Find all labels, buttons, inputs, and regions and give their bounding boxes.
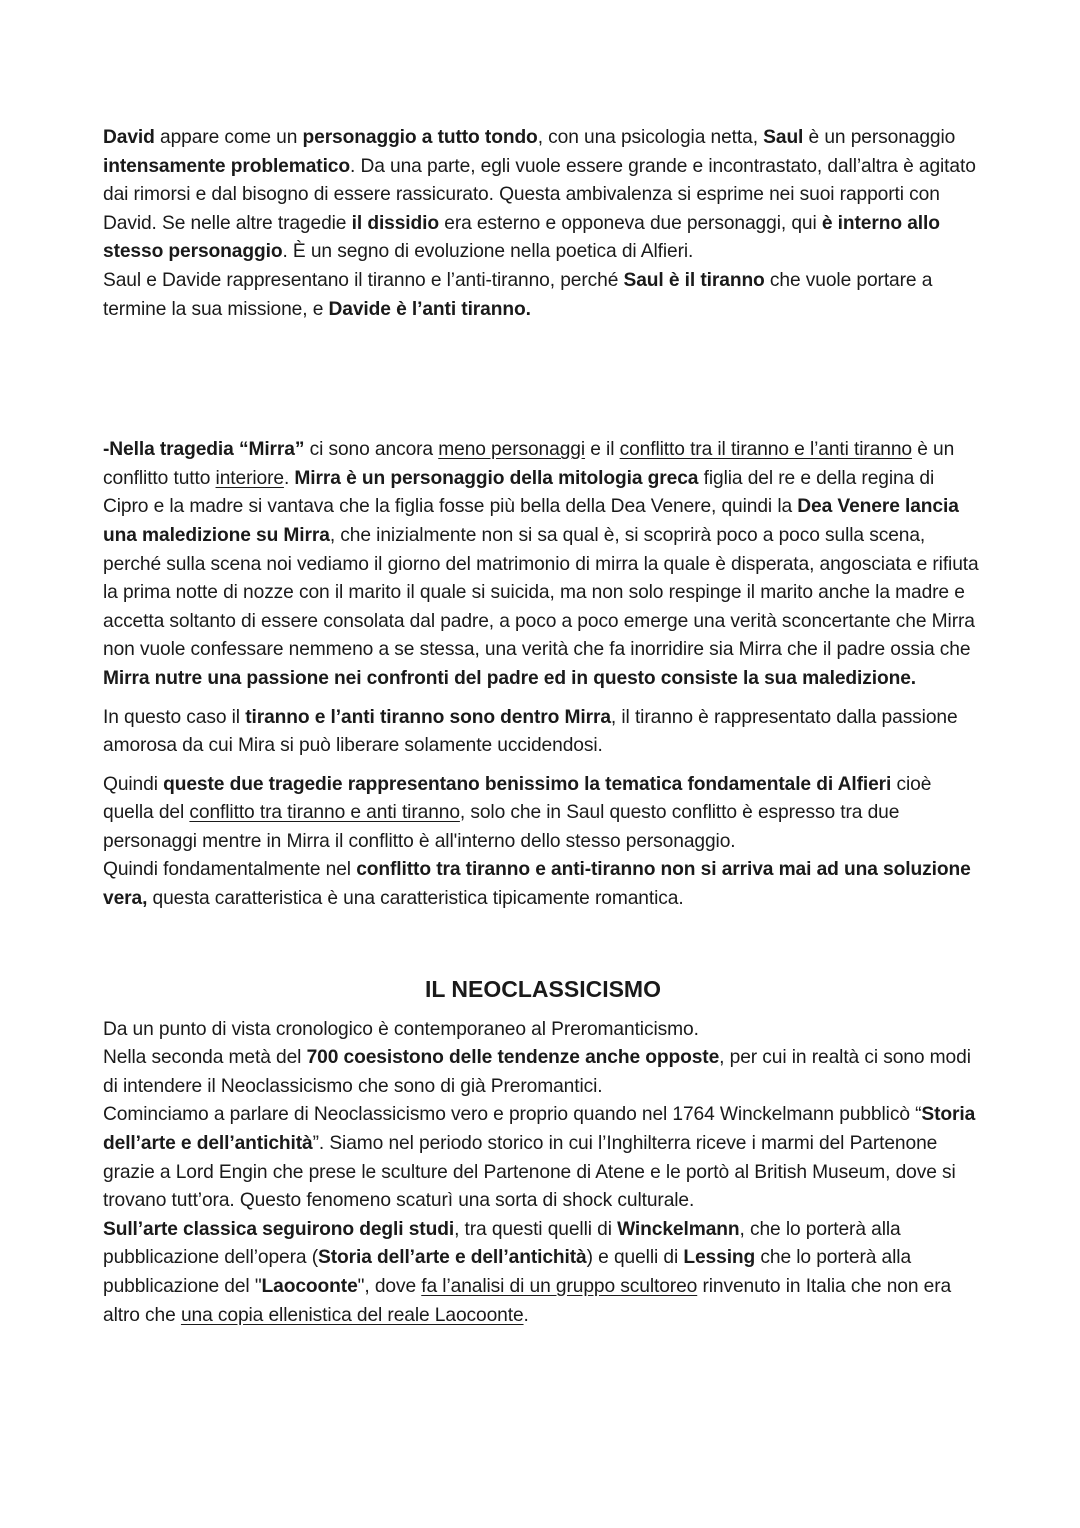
paragraph-tendenze bbox=[103, 1044, 983, 1101]
paragraph-cronologia: Da un punto di vista cronologico è contemporaneo al Preromanticismo. bbox=[103, 1018, 699, 1040]
text-bold: David bbox=[103, 127, 155, 148]
text-underlined: conflitto tra il tiranno e l’anti tiranno bbox=[619, 439, 913, 461]
text: era esterno e opponeva due personaggi, qui bbox=[439, 212, 822, 234]
text-bold: Storia dell’arte e dell’antichità bbox=[318, 1247, 587, 1269]
text: figlia del re e della regina di Cipro e la madre si vantava che la figlia fosse più bella della Dea Venere, quindi la bbox=[103, 467, 935, 518]
text-bold: Dea Venere lancia una maledizione su Mirra bbox=[103, 496, 959, 546]
text: , con una psicologia netta, bbox=[537, 127, 764, 148]
text-underlined: meno personaggi bbox=[438, 439, 586, 461]
text: Cominciamo a parlare di Neoclassicismo vero e proprio quando nel 1764 Winckelmann pubblicò “ bbox=[103, 1104, 922, 1126]
text-bold: Saul è il tiranno bbox=[623, 269, 765, 291]
text: Quindi bbox=[103, 773, 164, 795]
paragraph-mirra bbox=[103, 436, 983, 693]
text: ", dove bbox=[357, 1276, 422, 1297]
text: che vuole portare a termine la sua missione, e bbox=[103, 269, 933, 320]
text: è un conflitto tutto bbox=[103, 439, 955, 489]
document-page bbox=[103, 124, 983, 1330]
text-underlined: una copia ellenistica del reale Laocoonte bbox=[180, 1304, 524, 1326]
text-bold: Laocoonte bbox=[261, 1276, 358, 1297]
text-bold: Mirra nutre una passione nei confronti del padre ed in questo consiste la sua maledizione. bbox=[103, 667, 917, 689]
text: Saul e Davide rappresentano il tiranno e l’anti-tiranno, perché bbox=[103, 269, 624, 291]
text-bold: queste due tragedie rappresentano benissimo la tematica fondamentale di Alfieri bbox=[163, 773, 892, 795]
text-bold: Sull’arte classica seguirono degli studi bbox=[103, 1218, 455, 1240]
text-bold: Davide è l’anti tiranno. bbox=[328, 298, 531, 320]
text: . bbox=[283, 467, 295, 489]
text: , che lo porterà alla pubblicazione dell’opera ( bbox=[103, 1218, 901, 1269]
text-underlined: conflitto tra tiranno e anti tiranno bbox=[189, 802, 460, 824]
text: Quindi fondamentalmente nel bbox=[103, 859, 357, 881]
paragraph-david-saul bbox=[103, 124, 983, 267]
text-bold: Lessing bbox=[683, 1247, 756, 1269]
text: rinvenuto in Italia che non era altro che bbox=[103, 1276, 952, 1326]
spacer bbox=[103, 694, 983, 704]
text: questa caratteristica è una caratteristica tipicamente romantica. bbox=[147, 888, 684, 910]
text-bold: -Nella tragedia “Mirra” bbox=[103, 439, 305, 461]
spacer bbox=[103, 761, 983, 771]
paragraph-tematica bbox=[103, 771, 983, 857]
text: e il bbox=[585, 439, 620, 461]
text-bold: intensamente problematico bbox=[103, 155, 350, 177]
text-bold: Mirra è un personaggio della mitologia greca bbox=[294, 467, 699, 489]
text-bold: il dissidio bbox=[351, 212, 440, 234]
text: , per cui in realtà ci sono modi di intendere il Neoclassicismo che sono di già Preromantici. bbox=[103, 1047, 971, 1097]
text: In questo caso il bbox=[103, 706, 246, 728]
text: Nella seconda metà del bbox=[103, 1047, 307, 1069]
text: , solo che in Saul questo conflitto è espresso tra due personaggi mentre in Mirra il conflitto è all'interno dello stesso personaggio. bbox=[103, 802, 900, 852]
text: . bbox=[523, 1304, 529, 1326]
text-bold: conflitto tra tiranno e anti-tiranno non si arriva mai ad una soluzione vera, bbox=[103, 859, 971, 910]
text: ci sono ancora bbox=[304, 439, 439, 461]
text-bold: 700 coesistono delle tendenze anche opposte bbox=[306, 1047, 720, 1069]
text: , il tiranno è rappresentato dalla passione amorosa da cui Mira si può liberare solamente uccidendosi. bbox=[103, 706, 958, 757]
text-bold: tiranno e l’anti tiranno sono dentro Mirra bbox=[245, 706, 611, 728]
text: , tra questi quelli di bbox=[454, 1218, 618, 1240]
paragraph-winckelmann bbox=[103, 1101, 983, 1215]
paragraph-tiranno bbox=[103, 267, 983, 324]
text: appare come un bbox=[154, 127, 303, 148]
text-bold: Saul bbox=[763, 127, 804, 148]
text: è un personaggio bbox=[803, 127, 956, 148]
text-underlined: fa l’analisi di un gruppo scultoreo bbox=[421, 1276, 698, 1297]
paragraph-mirra-tiranno bbox=[103, 704, 983, 761]
text-bold: Storia dell’arte e dell’antichità bbox=[103, 1104, 976, 1155]
text-bold: Winckelmann bbox=[617, 1218, 740, 1240]
text-bold: personaggio a tutto tondo bbox=[302, 127, 538, 148]
text: , che inizialmente non si sa qual è, si scoprirà poco a poco sulla scena, perché sulla scena noi vediamo il giorno del matrimonio di mirra la quale è disperata, angosciata e rifiuta la prima notte di nozze con il marito il quale si suicida, ma non solo respinge il marito anche la madre e accetta soltanto di essere consolata dal padre, a poco a poco emerge una verità sconcertante che Mirra non vuole confessare nemmeno a se stessa, una verità che fa inorridire sia Mirra che il padre ossia che bbox=[103, 524, 979, 661]
paragraph-romantica bbox=[103, 856, 983, 913]
spacer bbox=[103, 324, 983, 436]
text: ”. Siamo nel periodo storico in cui l’Inghilterra riceve i marmi del Partenone grazie a Lord Engin che prese le sculture del Partenone di Atene e le portò al British Museum, dove si trovano tutt’ora. Questo fenomeno scaturì una sorta di shock culturale. bbox=[103, 1133, 956, 1212]
text: cioè quella del bbox=[103, 773, 932, 824]
spacer bbox=[103, 914, 983, 972]
text: . È un segno di evoluzione nella poetica di Alfieri. bbox=[282, 241, 694, 263]
section-heading: IL NEOCLASSICISMO bbox=[425, 975, 661, 1002]
text: che lo porterà alla pubblicazione del " bbox=[103, 1247, 912, 1297]
text-bold: è interno allo stesso personaggio bbox=[103, 212, 940, 263]
text: . Da una parte, egli vuole essere grande e incontrastato, dall’altra è agitato dai rimorsi e dal bisogno di essere rassicurato. Questa ambivalenza si esprime nei suoi rapporti con David. Se nelle altre tragedie bbox=[103, 155, 976, 234]
text-underlined: interiore bbox=[215, 467, 284, 489]
paragraph-studi bbox=[103, 1216, 983, 1330]
text: ) e quelli di bbox=[586, 1247, 684, 1269]
